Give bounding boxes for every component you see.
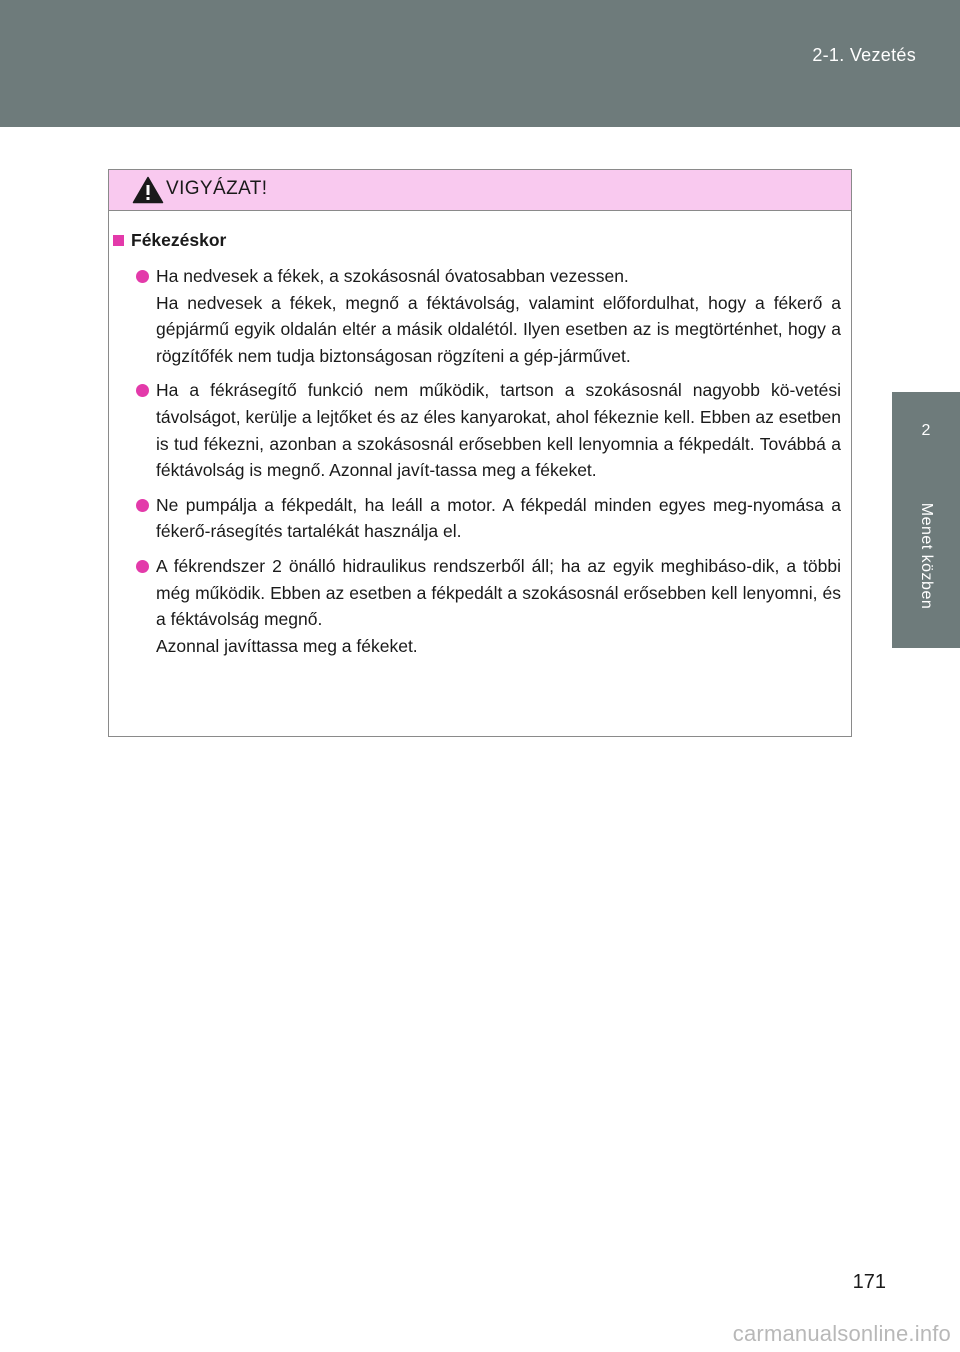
list-item xyxy=(113,553,841,659)
paragraph: Azonnal javíttassa meg a fékeket. xyxy=(156,635,418,656)
warning-triangle-icon xyxy=(132,176,164,204)
subheading xyxy=(113,229,841,251)
warning-box xyxy=(108,169,852,737)
round-bullet-icon xyxy=(136,560,149,573)
round-bullet-icon xyxy=(136,499,149,512)
chapter-tab xyxy=(892,392,960,648)
warning-title: VIGYÁZAT! xyxy=(166,178,268,199)
list-item xyxy=(113,377,841,483)
chapter-label: Menet közben xyxy=(918,502,935,610)
list-item xyxy=(113,492,841,545)
watermark: carmanualsonline.info xyxy=(732,1321,951,1346)
warning-content xyxy=(109,210,851,667)
subheading-text: Fékezéskor xyxy=(131,229,227,250)
paragraph: Ha nedvesek a fékek, megnő a féktávolság, valamint előfordulhat, hogy a fékerő a gépjármű egyik oldalán eltér a másik oldalétól. Ilyen esetben az is megtörténhet, hogy a rögzítőfék nem tudja biztonságosan rögzíteni a gép-járművet. xyxy=(156,292,841,366)
paragraph: Ha nedvesek a fékek, a szokásosnál óvatosabban vezessen. xyxy=(156,266,629,286)
warning-header xyxy=(109,170,851,211)
paragraph: Ne pumpálja a fékpedált, ha leáll a motor. A fékpedál minden egyes meg-nyomása a fékerő-rásegítés tartalékát használja el. xyxy=(156,494,841,542)
square-bullet-icon xyxy=(113,235,124,246)
paragraph: A fékrendszer 2 önálló hidraulikus rendszerből áll; ha az egyik meghibáso-dik, a többi még működik. Ebben az esetben a fékpedált a szokásosnál erősebben kell lenyomni, és a féktávolság megnő. xyxy=(156,555,841,630)
section-title: 2-1. Vezetés xyxy=(812,45,916,65)
chapter-number: 2 xyxy=(921,422,931,439)
round-bullet-icon xyxy=(136,384,149,397)
paragraph: Ha a fékrásegítő funkció nem működik, tartson a szokásosnál nagyobb kö-vetési távolságot, kerülje a lejtőket és az éles kanyarokat, ahol fékeznie kell. Ebben az esetben is tud fékezni, azonban a szokásosnál erősebben kell lenyomnia a fékpedált. Továbbá a féktávolság is megnő. Azonnal javít-tassa meg a fékeket. xyxy=(156,380,841,481)
list-item xyxy=(113,263,841,369)
header-band xyxy=(0,0,960,127)
page-number: 171 xyxy=(852,1271,886,1293)
round-bullet-icon xyxy=(136,270,149,283)
